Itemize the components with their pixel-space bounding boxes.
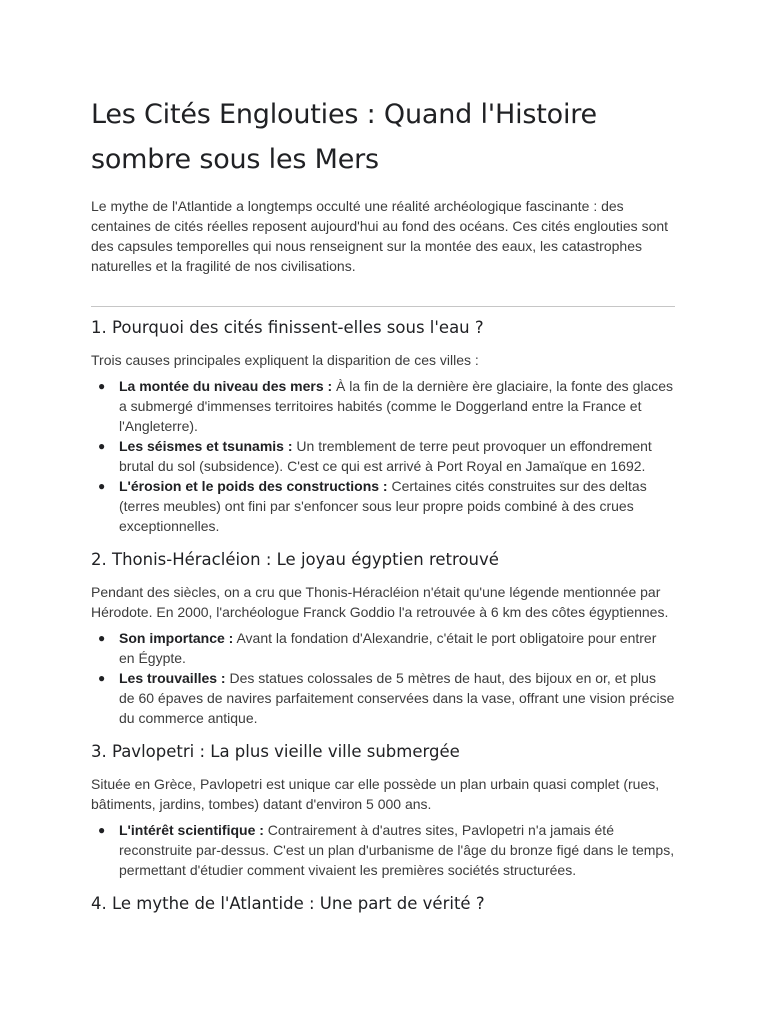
section-heading-2: 2. Thonis-Héracléion : Le joyau égyptien retrouvé [91,550,499,569]
list-item [91,376,675,436]
section-2-paragraph: Pendant des siècles, on a cru que Thonis-Héracléion n'était qu'une légende mentionnée par Hérodote. En 2000, l'archéologue Franck Goddio l'a retrouvée à 6 km des côtes égyptiennes. [91,584,669,620]
section-1-paragraph: Trois causes principales expliquent la disparition de ces villes : [91,352,479,368]
bullet-icon: ● [98,671,106,685]
list-item-text: À la fin de la dernière ère glaciaire, la fonte des glaces a submergé d'immenses territoires habités (comme le Doggerland entre la France et l'Angleterre). [119,378,674,434]
section-2-list [91,628,675,728]
bullet-icon: ● [98,439,106,453]
section-heading-3: 3. Pavlopetri : La plus vieille ville submergée [91,742,460,761]
list-item [91,476,675,536]
list-item-text: Un tremblement de terre peut provoquer un effondrement brutal du sol (subsidence). C'est ce qui est arrivé à Port Royal en Jamaïque en 1692. [119,438,652,474]
list-item [91,820,675,880]
bullet-icon: ● [98,479,106,493]
list-item-label: Les trouvailles : [119,670,226,686]
bullet-icon: ● [98,823,106,837]
list-item-text: Avant la fondation d'Alexandrie, c'était le port obligatoire pour entrer en Égypte. [119,630,657,666]
document-page [91,92,675,916]
list-item-label: L'érosion et le poids des constructions : [119,478,388,494]
list-item-label: La montée du niveau des mers : [119,378,333,394]
list-item-label: Son importance : [119,630,234,646]
bullet-icon: ● [98,631,106,645]
list-item [91,628,675,668]
list-item-text: Certaines cités construites sur des deltas (terres meubles) ont fini par s'enfoncer sous leur propre poids combiné à des crues exceptionnelles. [119,478,647,534]
section-3-paragraph: Située en Grèce, Pavlopetri est unique car elle possède un plan urbain quasi complet (rues, bâtiments, jardins, tombes) datant d'environ 5 000 ans. [91,776,660,812]
bullet-icon: ● [98,379,106,393]
section-divider [91,306,675,307]
section-3-list [91,820,675,880]
list-item [91,668,675,728]
page-title: Les Cités Englouties : Quand l'Histoire sombre sous les Mers [91,99,597,175]
section-heading-1: 1. Pourquoi des cités finissent-elles sous l'eau ? [91,318,484,337]
list-item-text: Contrairement à d'autres sites, Pavlopetri n'a jamais été reconstruite par-dessus. C'est un plan d'urbanisme de l'âge du bronze figé dans le temps, permettant d'étudier comment vivaient les premières sociétés structurées. [119,822,675,878]
section-1-list [91,376,675,536]
intro-paragraph: Le mythe de l'Atlantide a longtemps occulté une réalité archéologique fascinante : des centaines de cités réelles reposent aujourd'hui au fond des océans. Ces cités englouties sont des capsules temporelles qui nous renseignent sur la montée des eaux, les catastrophes naturelles et la fragilité de nos civilisations. [91,198,669,274]
list-item [91,436,675,476]
list-item-text: Des statues colossales de 5 mètres de haut, des bijoux en or, et plus de 60 épaves de navires parfaitement conservées dans la vase, offrant une vision précise du commerce antique. [119,670,675,726]
section-heading-4: 4. Le mythe de l'Atlantide : Une part de vérité ? [91,894,485,913]
list-item-label: L'intérêt scientifique : [119,822,264,838]
list-item-label: Les séismes et tsunamis : [119,438,293,454]
